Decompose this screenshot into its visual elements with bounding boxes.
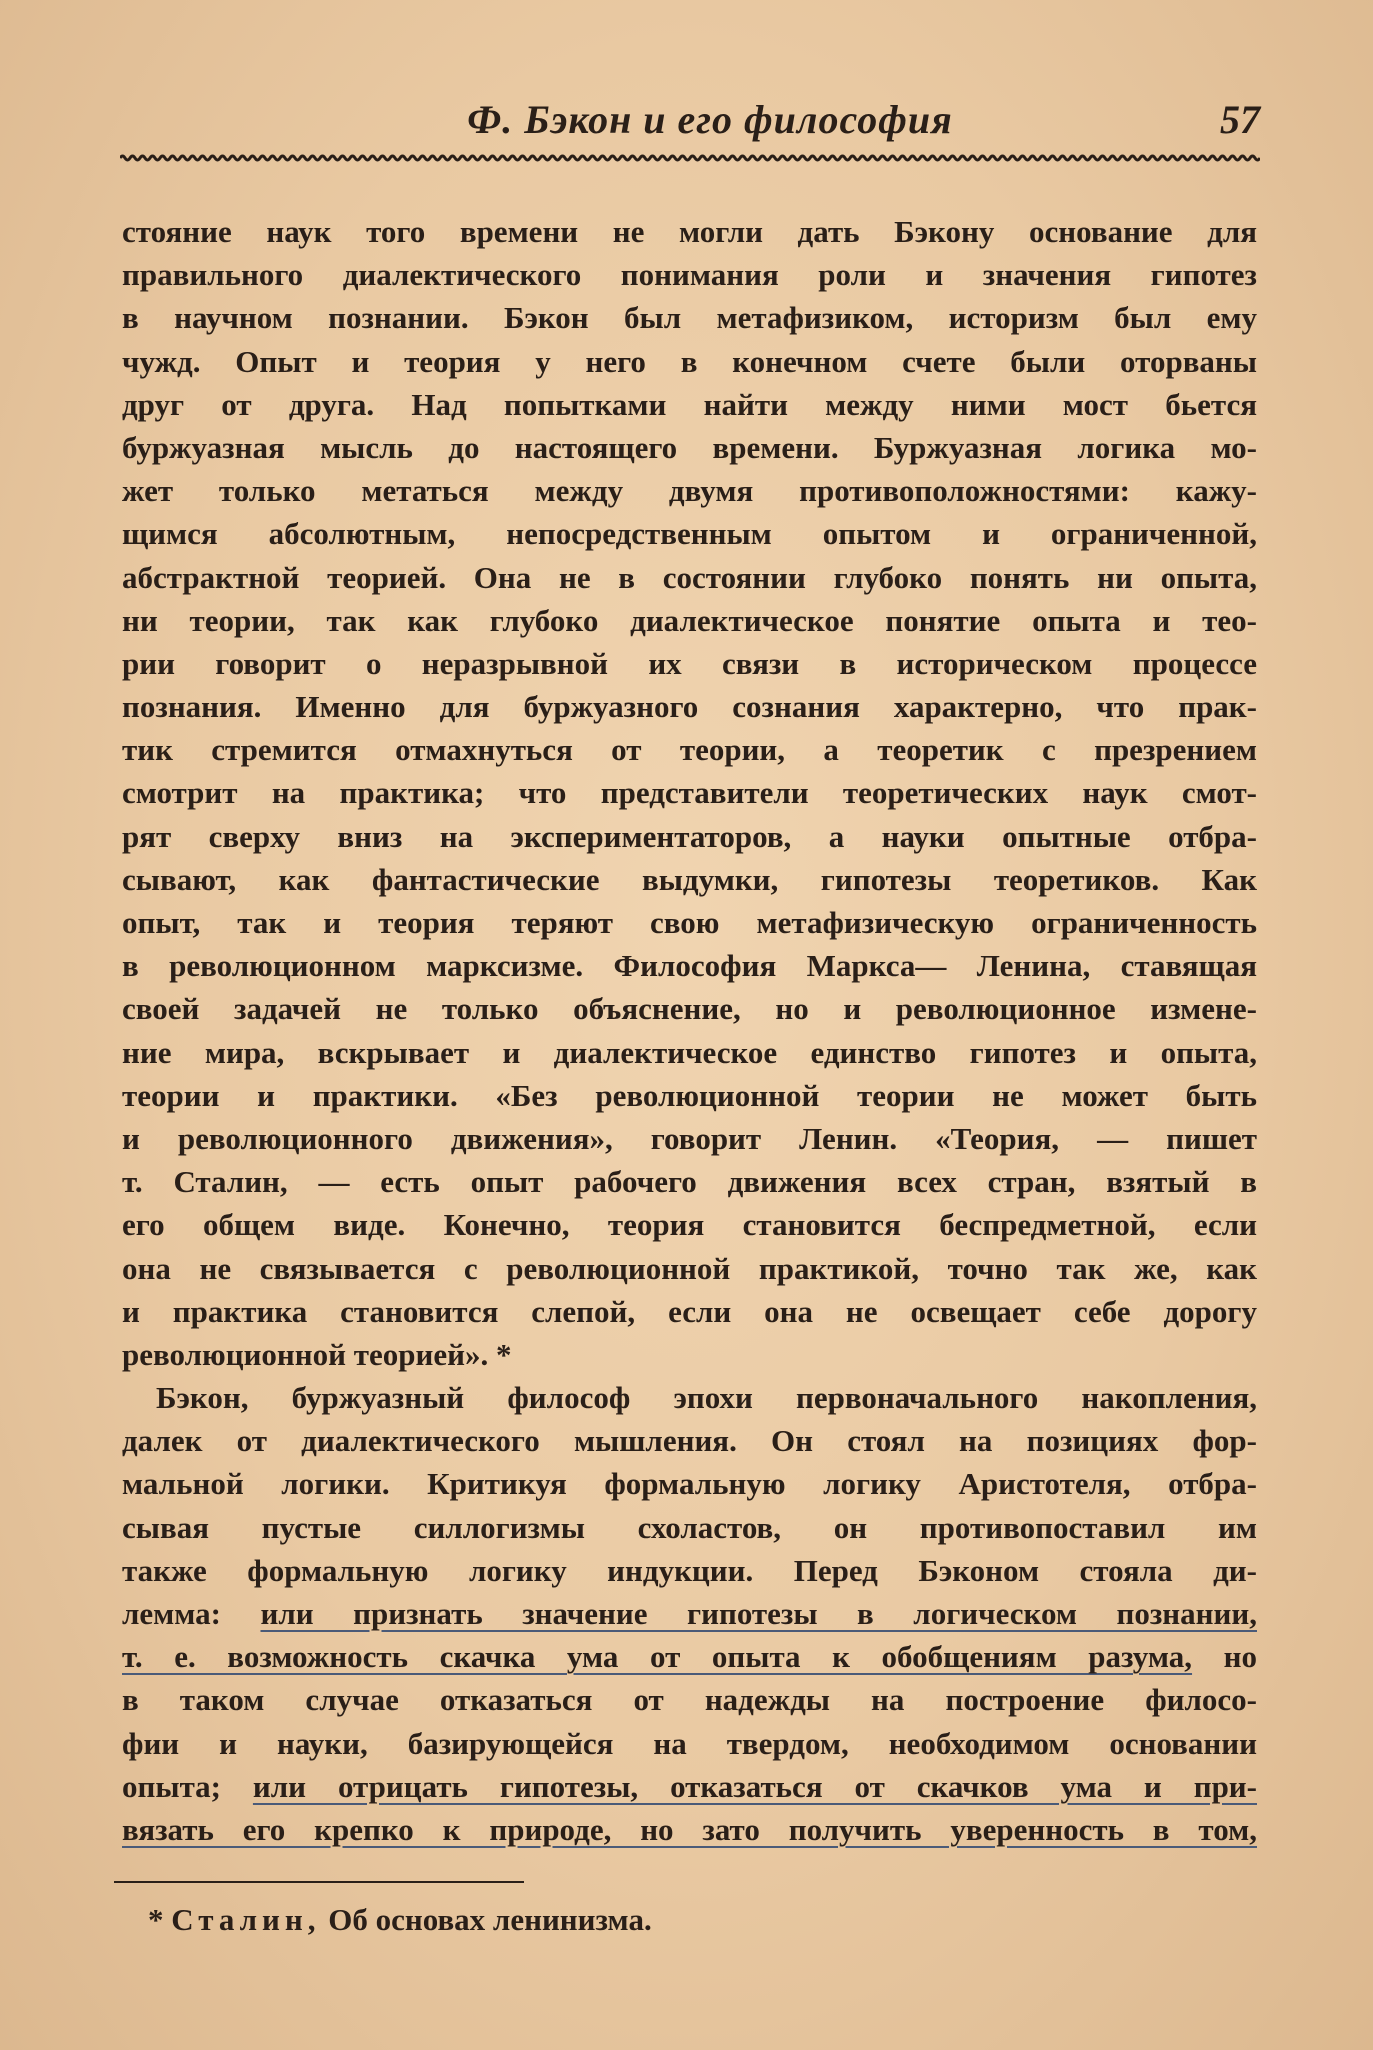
footnote xyxy=(148,1900,652,1940)
running-title: Ф. Бэкон и его философия xyxy=(467,97,953,142)
header-ornament-rule xyxy=(120,150,1260,166)
text-line: мальной логики. Критикуя формальную логику Аристотеля, отбра- xyxy=(122,1466,1257,1502)
text-line: и революционного движения», говорит Ленин. «Теория, — пишет xyxy=(122,1120,1257,1156)
underlined-text: вязать его крепко к природе, но зато получить уверенность в том, xyxy=(122,1811,1257,1847)
main-text xyxy=(122,210,1257,1851)
text-segment: но xyxy=(1192,1639,1257,1675)
text-line: она не связывается с революционной практикой, точно так же, как xyxy=(122,1250,1257,1286)
text-line: фии и науки, базирующейся на твердом, необходимом основании xyxy=(122,1725,1257,1761)
page-header xyxy=(120,96,1260,146)
underlined-text: или отрицать гипотезы, отказаться от скачков ума и при- xyxy=(252,1768,1257,1804)
text-line: в научном познании. Бэкон был метафизиком, историзм был ему xyxy=(122,300,1257,336)
text-line: также формальную логику индукции. Перед Бэконом стояла ди- xyxy=(122,1552,1257,1588)
text-line: ни теории, так как глубоко диалектическое понятие опыта и тео- xyxy=(122,602,1257,638)
text-line: чужд. Опыт и теория у него в конечном счете были оторваны xyxy=(122,343,1257,379)
footnote-title: Об основах ленинизма. xyxy=(328,1902,652,1937)
text-line: и практика становится слепой, если она не освещает себе дорогу xyxy=(122,1293,1257,1329)
text-line: т. Сталин, — есть опыт рабочего движения всех стран, взятый в xyxy=(122,1164,1257,1200)
text-line: в таком случае отказаться от надежды на построение филосо- xyxy=(122,1682,1257,1718)
text-line: Бэкон, буржуазный философ эпохи первоначального накопления, xyxy=(156,1380,1257,1416)
text-line xyxy=(122,1765,1257,1808)
underlined-text: т. е. возможность скачка ума от опыта к обобщениям разума, xyxy=(122,1639,1193,1675)
text-line xyxy=(122,1808,1257,1851)
text-segment: опыта; xyxy=(122,1768,253,1804)
text-line: в революционном марксизме. Философия Маркса— Ленина, ставящая xyxy=(122,948,1257,984)
text-line: его общем виде. Конечно, теория становится беспредметной, если xyxy=(122,1207,1257,1243)
text-line: тик стремится отмахнуться от теории, а теоретик с презрением xyxy=(122,732,1257,768)
footnote-author: Сталин, xyxy=(171,1902,321,1937)
page-number: 57 xyxy=(1220,97,1260,142)
footnote-marker: * xyxy=(148,1902,164,1937)
footnote-divider xyxy=(114,1881,524,1883)
text-segment: лемма: xyxy=(122,1596,261,1631)
text-line: сывают, как фантастические выдумки, гипотезы теоретиков. Как xyxy=(122,861,1257,897)
text-line: рии говорит о неразрывной их связи в историческом процессе xyxy=(122,645,1257,681)
text-line: жет только метаться между двумя противоположностями: кажу- xyxy=(122,473,1257,509)
paragraph-1 xyxy=(122,210,1257,1376)
text-line: абстрактной теорией. Она не в состоянии глубоко понять ни опыта, xyxy=(122,559,1257,595)
text-line: познания. Именно для буржуазного сознания характерно, что прак- xyxy=(122,689,1257,725)
text-line: правильного диалектического понимания роли и значения гипотез xyxy=(122,257,1257,293)
text-line: теории и практики. «Без революционной теории не может быть xyxy=(122,1077,1257,1113)
text-line: рят сверху вниз на экспериментаторов, а науки опытные отбра- xyxy=(122,818,1257,854)
paragraph-2 xyxy=(122,1376,1257,1851)
underlined-text: или признать значение гипотезы в логическом познании, xyxy=(260,1596,1257,1631)
text-line xyxy=(122,1592,1257,1635)
text-line: ние мира, вскрывает и диалектическое единство гипотез и опыта, xyxy=(122,1034,1257,1070)
text-line: революционной теорией». * xyxy=(122,1336,512,1372)
text-line: стояние наук того времени не могли дать Бэкону основание для xyxy=(122,214,1257,249)
text-line: друг от друга. Над попытками найти между ними мост бьется xyxy=(122,386,1257,422)
text-line: сывая пустые силлогизмы схоластов, он противопоставил им xyxy=(122,1509,1257,1545)
text-line: буржуазная мысль до настоящего времени. Буржуазная логика мо- xyxy=(122,429,1257,465)
text-line: далек от диалектического мышления. Он стоял на позициях фор- xyxy=(122,1423,1257,1459)
text-line: смотрит на практика; что представители теоретических наук смот- xyxy=(122,775,1257,811)
text-line: щимся абсолютным, непосредственным опытом и ограниченной, xyxy=(122,516,1257,552)
text-line xyxy=(122,1635,1257,1678)
text-line: своей задачей не только объяснение, но и революционное измене- xyxy=(122,991,1257,1027)
text-line: опыт, так и теория теряют свою метафизическую ограниченность xyxy=(122,905,1257,940)
